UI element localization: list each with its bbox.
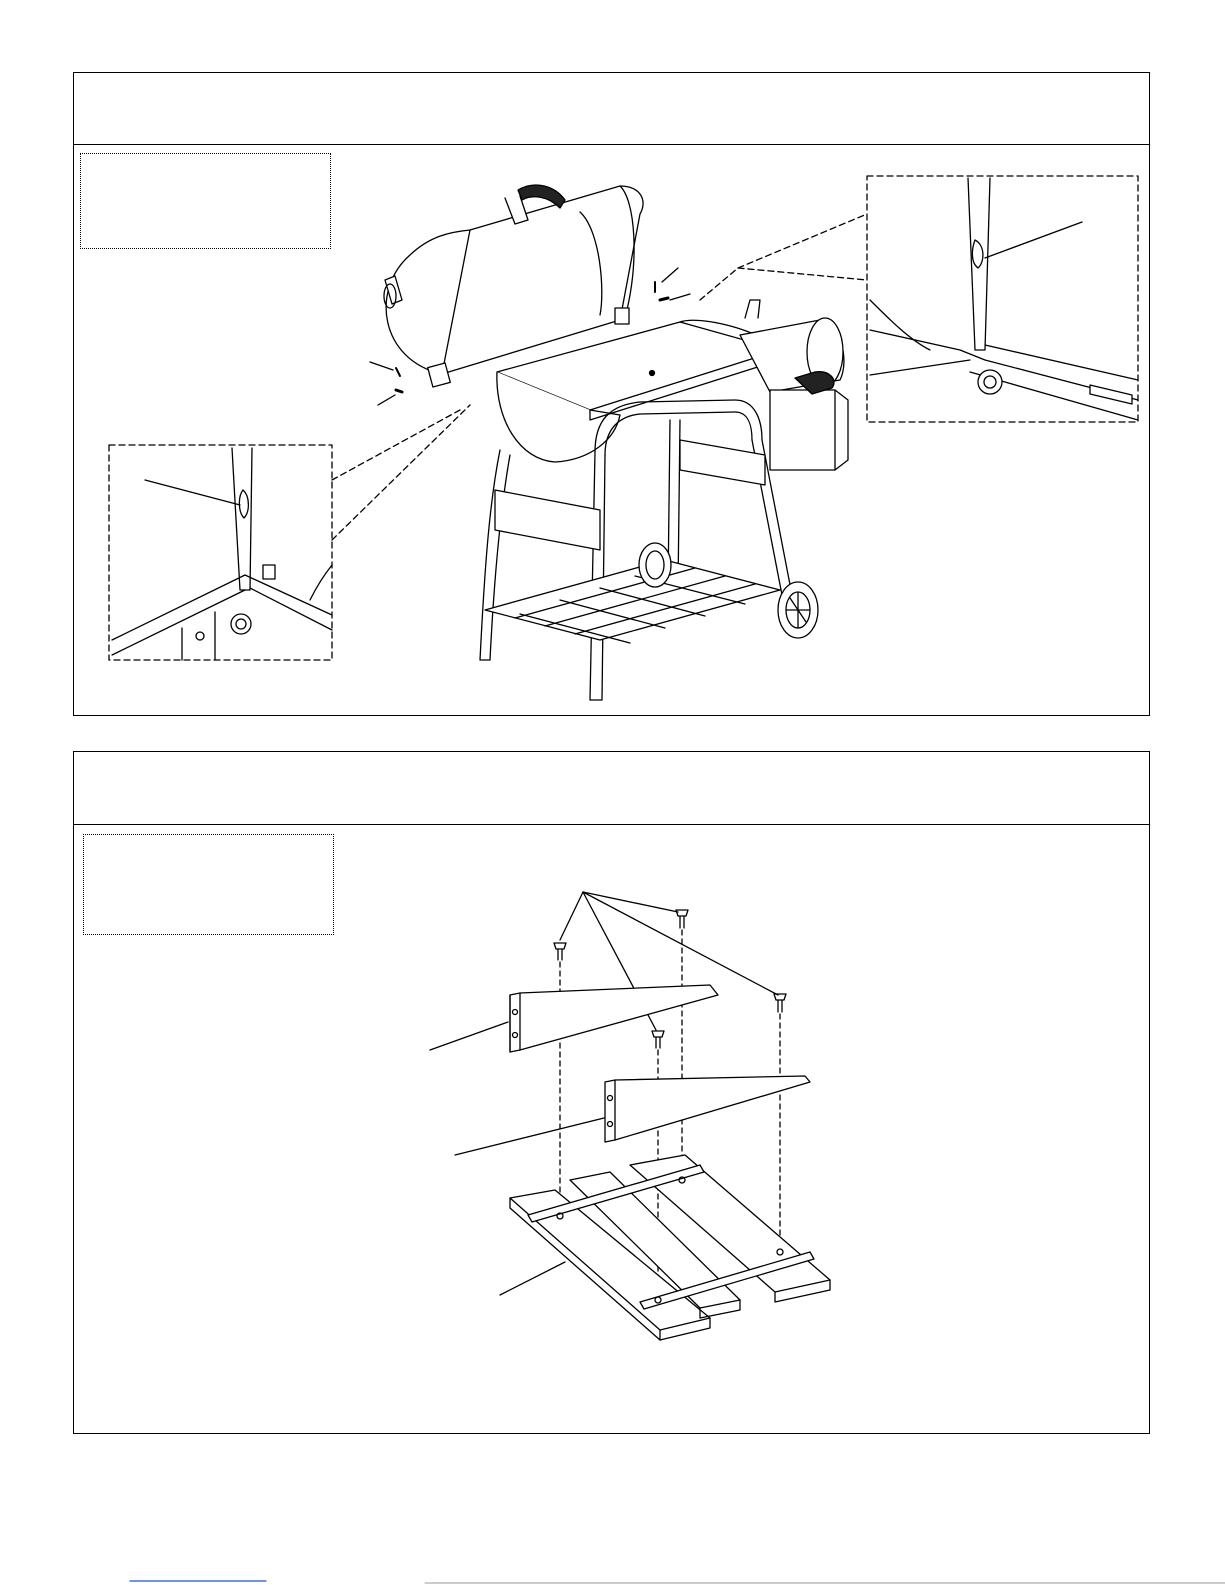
footer-rule xyxy=(130,1581,1225,1583)
grill-illustration xyxy=(370,185,848,700)
shelf-illustration xyxy=(430,892,830,1340)
hinge-detail-right xyxy=(870,178,1138,420)
hinge-detail-left xyxy=(112,448,332,660)
wheel-icon xyxy=(778,582,818,638)
hinge-detail-callout-left xyxy=(109,405,470,660)
